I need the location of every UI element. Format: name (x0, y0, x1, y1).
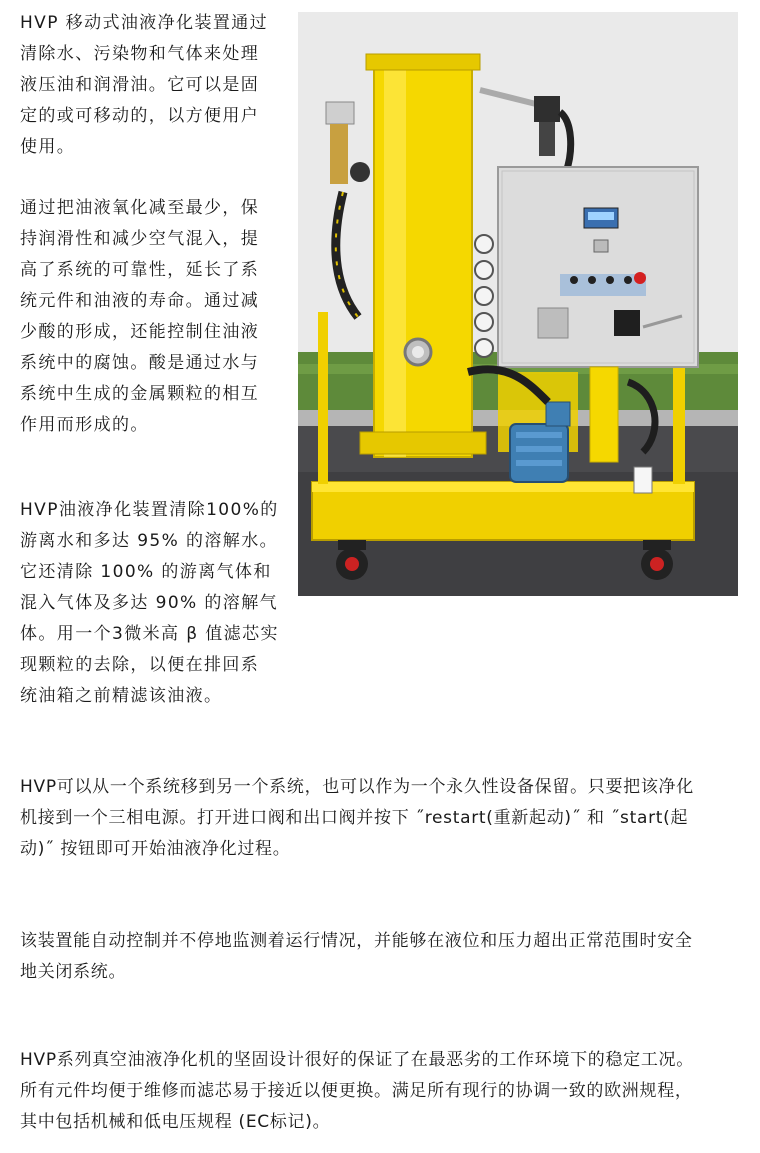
product-photo (298, 12, 738, 596)
paragraph-intro: HVP 移动式油液净化装置通过 清除水、污染物和气体来处理 液压油和润滑油。它可以是固 定的或可移动的，以方便用户 使用。 (20, 13, 269, 157)
paragraph-removal-performance: HVP油液净化装置清除100%的 游离水和多达 95% 的溶解水。 它还清除 100% 的游离气体和 混入气体及多达 90% 的溶解气 体。用一个3微米高 β 值滤芯实 现颗粒的去除，以便在排回系 统油箱之前精滤该油液。 (20, 500, 279, 706)
paragraph-operation: HVP可以从一个系统移到另一个系统，也可以作为一个永久性设备保留。只要把该净化 机接到一个三相电源。打开进口阀和出口阀并按下 ˝restart(重新起动)˝ 和 ˝start(起 动)˝ 按钮即可开始油液净化过程。 (20, 777, 694, 859)
paragraph-design: HVP系列真空油液净化机的坚固设计很好的保证了在最恶劣的工作环境下的稳定工况。 所有元件均便于维修而滤芯易于接近以便更换。满足所有现行的协调一致的欧洲规程， 其中包括机械和低电压规程 (EC标记)。 (20, 1050, 694, 1132)
paragraph-auto-control: 该装置能自动控制并不停地监测着运行情况，并能够在液位和压力超出正常范围时安全 地关闭系统。 (20, 931, 693, 982)
paragraph-reliability: 通过把油液氧化减至最少，保 持润滑性和减少空气混入，提 高了系统的可靠性，延长了系 统元件和油液的寿命。通过减 少酸的形成，还能控制住油液 系统中的腐蚀。酸是通过水与 系统中生成的金属颗粒的相互 作用而形成的。 (20, 198, 260, 435)
purifier-machine-illustration (298, 12, 738, 596)
